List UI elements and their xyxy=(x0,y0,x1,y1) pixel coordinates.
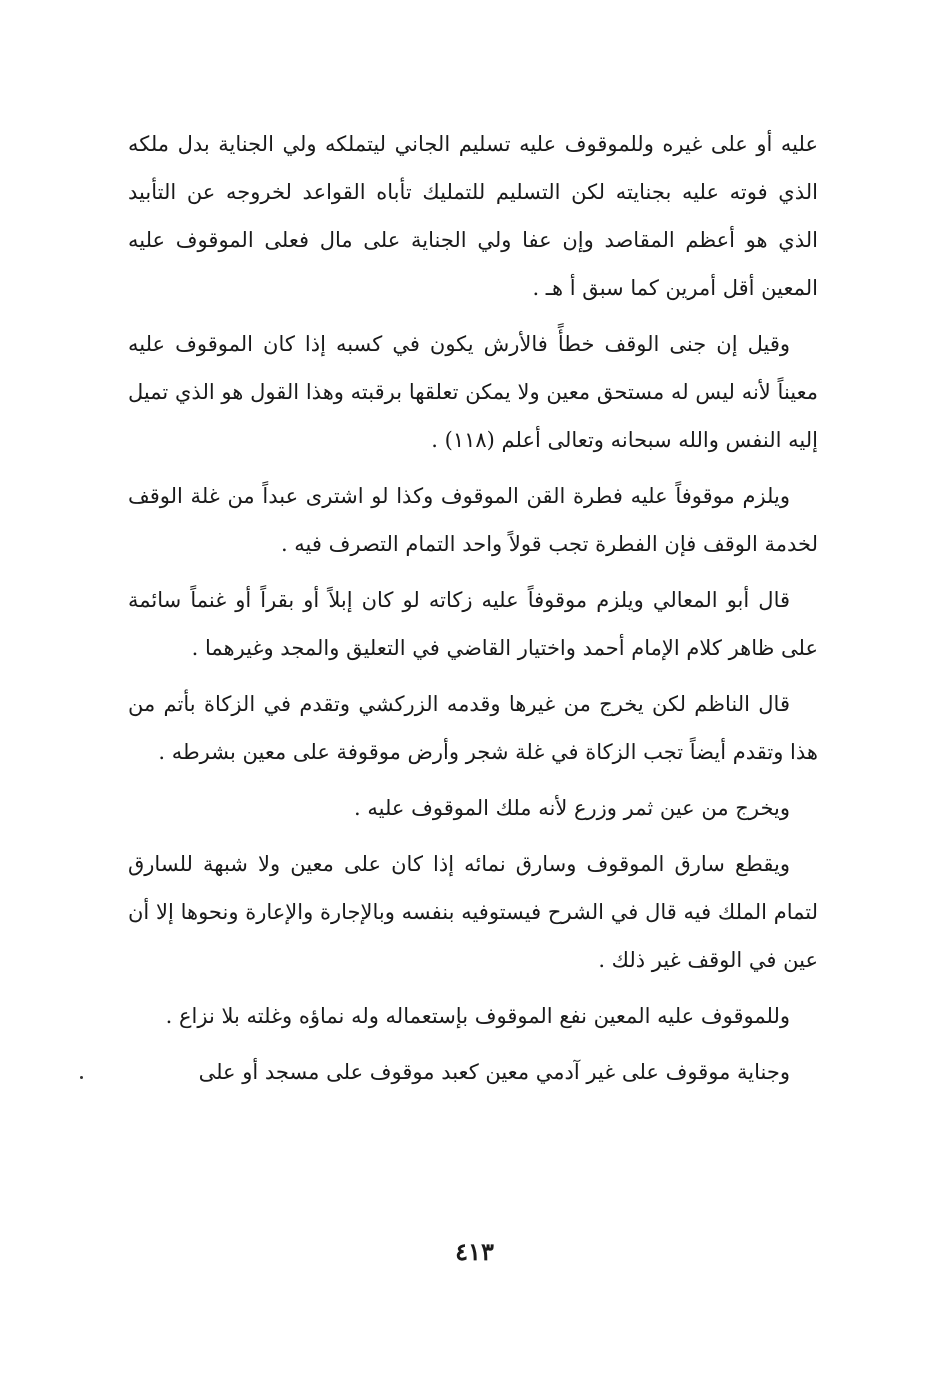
body-text xyxy=(128,120,818,1104)
paragraph-6: ويخرج من عين ثمر وزرع لأنه ملك الموقوف عليه . xyxy=(354,796,790,820)
paragraph-3: ويلزم موقوفاً عليه فطرة القن الموقوف وكذا لو اشترى عبداً من غلة الوقف لخدمة الوقف فإن الفطرة تجب قولاً واحد التمام التصرف فيه . xyxy=(128,484,818,556)
paragraph-4: قال أبو المعالي ويلزم موقوفاً عليه زكاته لو كان إبلاً أو بقراً أو غنماً سائمة على ظاهر كلام الإمام أحمد واختيار القاضي في التعليق والمجد وغيرهما . xyxy=(128,588,818,660)
paragraph-9: وجناية موقوف على غير آدمي معين كعبد موقوف على مسجد أو على xyxy=(198,1060,790,1084)
scan-speck xyxy=(80,1076,83,1079)
paragraph-2: وقيل إن جنى الوقف خطأً فالأرش يكون في كسبه إذا كان الموقوف عليه معيناً لأنه ليس له مستحق معين ولا يمكن تعلقها برقبته وهذا القول هو الذي تميل إليه النفس والله سبحانه وتعالى أعلم (١١٨) . xyxy=(128,332,818,452)
paragraph-5: قال الناظم لكن يخرج من غيرها وقدمه الزركشي وتقدم في الزكاة بأتم من هذا وتقدم أيضاً تجب الزكاة في غلة شجر وأرض موقوفة على معين بشرطه . xyxy=(128,692,818,764)
page-number: ٤١٣ xyxy=(455,1237,494,1266)
paragraph-1: عليه أو على غيره وللموقوف عليه تسليم الجاني ليتملكه ولي الجناية بدل ملكه الذي فوته عليه بجنايته لكن التسليم للتمليك تأباه القواعد لخروجه عن التأبيد الذي هو أعظم المقاصد وإن عفا ولي الجناية على مال فعلى الموقوف عليه المعين أقل أمرين كما سبق أ هـ . xyxy=(128,132,818,300)
paragraph-8: وللموقوف عليه المعين نفع الموقوف بإستعماله وله نماؤه وغلته بلا نزاع . xyxy=(165,1004,790,1028)
paragraph-7: ويقطع سارق الموقوف وسارق نمائه إذا كان على معين ولا شبهة للسارق لتمام الملك فيه قال في الشرح فيستوفيه بنفسه وبالإجارة والإعارة ونحوها إلا أن عين في الوقف غير ذلك . xyxy=(128,852,818,972)
